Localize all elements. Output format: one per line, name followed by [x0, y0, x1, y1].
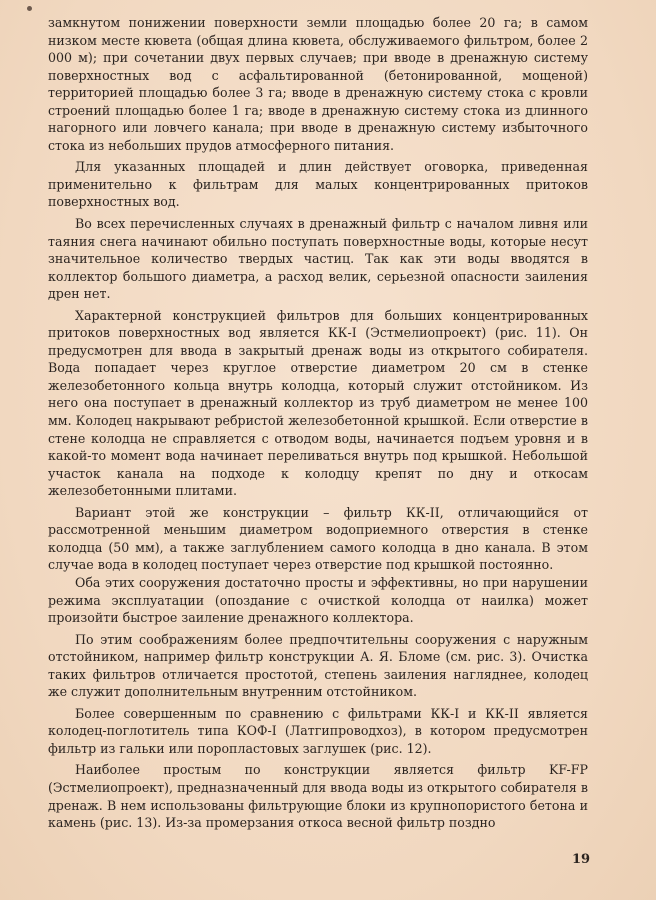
page-number: 19 — [572, 852, 591, 867]
paragraph: Во всех перечисленных случаях в дренажный фильтр с началом ливня или таяния снега начинают обильно поступать поверхностные воды, которые несут значительное количество твердых частиц. Так как эти воды вводятся в коллектор большого диаметра, а расход велик, серьезной опасности заиления дрен нет. — [48, 216, 588, 302]
page-body — [48, 14, 588, 832]
print-speck — [27, 6, 32, 11]
paragraph: Вариант этой же конструкции – фильтр КК-II, отличающийся от рассмотренной меньшим диаметром водоприемного отверстия в стенке колодца (50 мм), а также заглублением самого колодца в дно канала. В этом случае вода в колодец поступает через отверстие под крышкой постоянно. — [48, 504, 588, 573]
paragraph: Характерной конструкцией фильтров для больших концентрированных притоков поверхностных вод является КК-I (Эстмелиопроект) (рис. 11). Он предусмотрен для ввода в закрытый дренаж воды из открытого собирателя. Вода попадает через круглое отверстие диаметром 20 см в стенке железобетонного кольца внутрь колодца, который служит отстойником. Из него она поступает в дренажный коллектор из труб диаметром не менее 100 мм. Колодец накрывают ребристой железобетонной крышкой. Если отверстие в стене колодца не справляется с отводом воды, начинается подъем уровня и в какой-то момент вода начинает переливаться внутрь под крышкой. Небольшой участок канала на подходе к колодцу крепят по дну и откосам железобетонными плитами. — [48, 307, 588, 499]
paragraph: Для указанных площадей и длин действует оговорка, приведенная применительно к фильтрам для малых концентрированных притоков поверхностных вод. — [48, 159, 588, 210]
paragraph: Более совершенным по сравнению с фильтрами КК-I и КК-II является колодец-поглотитель типа КОФ-I (Латгипроводхоз), в котором предусмотрен фильтр из гальки или поропластовых заглушек (рис. 12). — [48, 705, 588, 756]
paragraph: Наиболее простым по конструкции является фильтр KF-FP (Эстмелиопроект), предназначенный для ввода воды из открытого собирателя в дренаж. В нем использованы фильтрующие блоки из крупнопористого бетона и камень (рис. 13). Из-за промерзания откоса весной фильтр поздно — [48, 762, 588, 831]
paragraph: По этим соображениям более предпочтительны сооружения с наружным отстойником, например фильтр конструкции А. Я. Бломе (см. рис. 3). Очистка таких фильтров отличается простотой, степень заиления нагляднее, колодец же служит дополнительным внутренним отстойником. — [48, 631, 588, 700]
paragraph-continued: замкнутом понижении поверхности земли площадью более 20 га; в самом низком месте кювета (общая длина кювета, обслуживаемого фильтром, более 2 000 м); при сочетании двух первых случаев; при вводе в дренажную систему поверхностных вод с асфальтированной (бетонированной, мощеной) территорией площадью более 3 га; вводе в дренажную систему стока с кровли строений площадью более 1 га; вводе в дренажную систему стока из длинного нагорного или ловчего канала; при вводе в дренажную систему избыточного стока из небольших прудов атмосферного питания. — [48, 15, 588, 153]
paragraph: Оба этих сооружения достаточно просты и эффективны, но при нарушении режима эксплуатации (опоздание с очисткой колодца от наилка) может произойти быстрое заиление дренажного коллектора. — [48, 574, 588, 626]
